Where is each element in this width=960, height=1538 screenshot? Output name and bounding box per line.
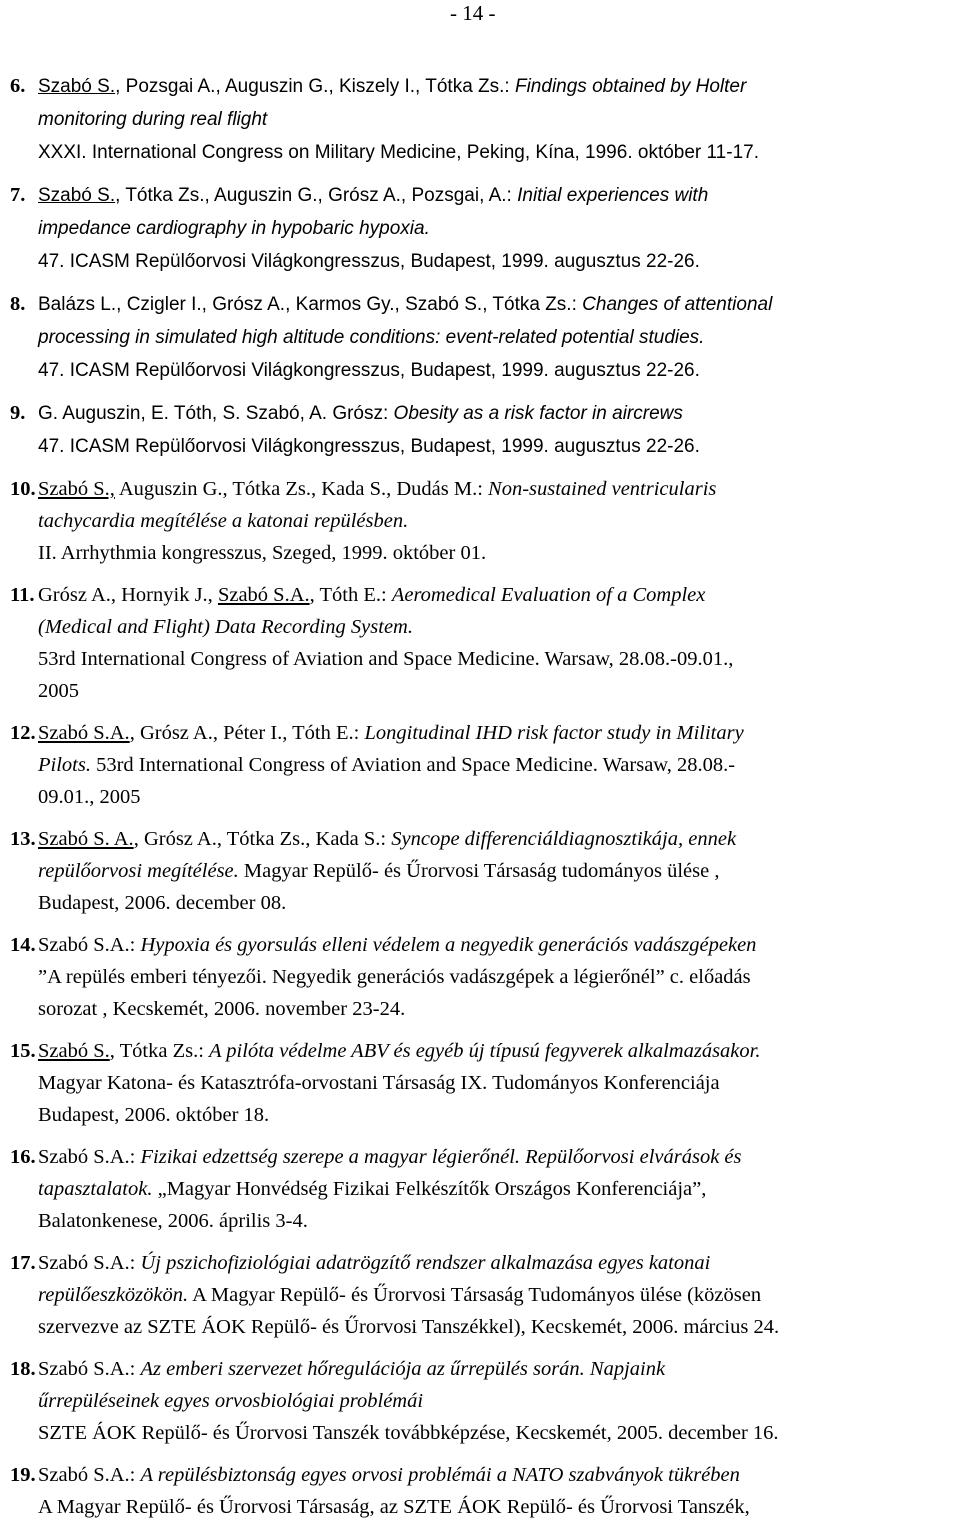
text-segment: , Tótka Zs.: bbox=[109, 1040, 210, 1062]
text-segment: Szabó S.A.: bbox=[38, 1252, 141, 1274]
entry-line bbox=[38, 354, 955, 387]
entry-line bbox=[38, 929, 955, 961]
text-segment: ”A repülés emberi tényezői. Negyedik generációs vadászgépek a légierőnél” c. előadás bbox=[38, 966, 751, 988]
entry-number: 14. bbox=[10, 934, 36, 956]
text-segment: Szabó S., bbox=[38, 478, 115, 500]
entry-line bbox=[38, 103, 955, 136]
entry-line bbox=[38, 1353, 955, 1385]
entry-line bbox=[38, 1067, 955, 1099]
text-segment: Szabó S.A.: bbox=[38, 934, 141, 956]
text-segment: Pilots. bbox=[38, 754, 91, 776]
entry-line bbox=[38, 1491, 955, 1523]
text-segment: 53rd International Congress of Aviation and Space Medicine. Warsaw, 28.08.- bbox=[90, 754, 736, 776]
text-segment: Fizikai edzettség szerepe a magyar légierőnél. Repülőorvosi elvárások és bbox=[140, 1146, 742, 1168]
publication-entry bbox=[10, 1353, 955, 1449]
text-segment: szervezve az SZTE ÁOK Repülő- és Űrorvosi Tanszékkel), Kecskemét, 2006. március 24. bbox=[38, 1316, 780, 1338]
text-segment: tachycardia megítélése a katonai repülésben. bbox=[38, 510, 409, 532]
entry-number: 17. bbox=[10, 1252, 36, 1274]
text-segment: űrrepüléseinek egyes orvosbiológiai problémái bbox=[38, 1390, 424, 1412]
entry-line bbox=[38, 430, 955, 463]
text-segment: 2005 bbox=[38, 680, 79, 702]
text-segment: repülőorvosi megítélése. bbox=[38, 860, 239, 882]
text-segment: Obesity as a risk factor in aircrews bbox=[393, 403, 683, 424]
entry-line bbox=[38, 643, 955, 675]
text-segment: Hypoxia és gyorsulás elleni védelem a negyedik generációs vadászgépeken bbox=[140, 934, 757, 956]
entry-line bbox=[38, 855, 955, 887]
entry-line bbox=[38, 397, 955, 430]
entry-number: 12. bbox=[10, 722, 36, 744]
text-segment: 47. ICASM Repülőorvosi Világkongresszus, Budapest, 1999. augusztus 22-26. bbox=[38, 436, 700, 457]
publication-entry bbox=[10, 579, 955, 707]
text-segment: A repülésbiztonság egyes orvosi problémái a NATO szabványok tükrében bbox=[140, 1464, 740, 1486]
text-segment: Aeromedical Evaluation of a Complex bbox=[391, 584, 706, 606]
text-segment: „Magyar Honvédség Fizikai Felkészítők Országos Konferenciája”, bbox=[152, 1178, 707, 1200]
text-segment: impedance cardiography in hypobaric hypoxia. bbox=[38, 218, 430, 239]
text-segment: Szabó S. bbox=[38, 1040, 110, 1062]
publication-entry bbox=[10, 288, 955, 387]
text-segment: 47. ICASM Repülőorvosi Világkongresszus, Budapest, 1999. augusztus 22-26. bbox=[38, 251, 700, 272]
text-segment: Auguszin G., Tótka Zs., Kada S., Dudás M.: bbox=[114, 478, 489, 500]
text-segment: Szabó S.A. bbox=[217, 584, 310, 606]
text-segment: (Medical and Flight) Data Recording System. bbox=[38, 616, 413, 638]
text-segment: processing in simulated high altitude conditions: event-related potential studies. bbox=[38, 327, 705, 348]
entry-line bbox=[38, 505, 955, 537]
entry-number: 16. bbox=[10, 1146, 36, 1168]
publication-entry bbox=[10, 1247, 955, 1343]
entry-number: 8. bbox=[10, 293, 26, 315]
text-segment: Non-sustained ventricularis bbox=[488, 478, 717, 500]
entry-line bbox=[38, 675, 955, 707]
publication-list bbox=[10, 70, 955, 1533]
text-segment: , Pozsgai A., Auguszin G., Kiszely I., Tótka Zs.: bbox=[115, 76, 515, 97]
text-segment: A pilóta védelme ABV és egyéb új típusú fegyverek alkalmazásakor. bbox=[209, 1040, 761, 1062]
text-segment: Magyar Repülő- és Űrorvosi Társaság tudományos ülése , bbox=[238, 860, 720, 882]
entry-line bbox=[38, 717, 955, 749]
text-segment: Balázs L., Czigler I., Grósz A., Karmos Gy., Szabó S., Tótka Zs.: bbox=[38, 294, 583, 315]
text-segment: , Tóth E.: bbox=[309, 584, 392, 606]
entry-line bbox=[38, 1099, 955, 1131]
entry-line bbox=[38, 70, 955, 103]
text-segment: monitoring during real flight bbox=[38, 109, 268, 130]
entry-line bbox=[38, 1173, 955, 1205]
entry-line bbox=[38, 961, 955, 993]
publication-entry bbox=[10, 397, 955, 463]
entry-line bbox=[38, 823, 955, 855]
entry-line bbox=[38, 212, 955, 245]
entry-line bbox=[38, 1141, 955, 1173]
entry-line bbox=[38, 321, 955, 354]
entry-line bbox=[38, 749, 955, 781]
text-segment: Longitudinal IHD risk factor study in Military bbox=[364, 722, 744, 744]
text-segment: 47. ICASM Repülőorvosi Világkongresszus, Budapest, 1999. augusztus 22-26. bbox=[38, 360, 700, 381]
text-segment: II. Arrhythmia kongresszus, Szeged, 1999. október 01. bbox=[38, 542, 487, 564]
publication-entry bbox=[10, 473, 955, 569]
text-segment: , Grósz A., Tótka Zs., Kada S.: bbox=[133, 828, 392, 850]
entry-line bbox=[38, 136, 955, 169]
text-segment: repülőeszközökön. bbox=[38, 1284, 189, 1306]
text-segment: , Tótka Zs., Auguszin G., Grósz A., Pozsgai, A.: bbox=[115, 185, 518, 206]
entry-line bbox=[38, 781, 955, 813]
entry-line bbox=[38, 1459, 955, 1491]
text-segment: Új pszichofiziológiai adatrögzítő rendszer alkalmazása egyes katonai bbox=[140, 1252, 711, 1274]
text-segment: A Magyar Repülő- és Űrorvosi Társaság, az SZTE ÁOK Repülő- és Űrorvosi Tanszék, bbox=[38, 1496, 750, 1518]
entry-line bbox=[38, 245, 955, 278]
entry-number: 13. bbox=[10, 828, 36, 850]
entry-number: 9. bbox=[10, 402, 26, 424]
text-segment: , Grósz A., Péter I., Tóth E.: bbox=[129, 722, 365, 744]
entry-line bbox=[38, 1279, 955, 1311]
entry-line bbox=[38, 887, 955, 919]
text-segment: tapasztalatok. bbox=[38, 1178, 153, 1200]
text-segment: Balatonkenese, 2006. április 3-4. bbox=[38, 1210, 308, 1232]
text-segment: Changes of attentional bbox=[582, 294, 773, 315]
publication-entry bbox=[10, 1459, 955, 1523]
entry-number: 18. bbox=[10, 1358, 36, 1380]
text-segment: G. Auguszin, E. Tóth, S. Szabó, A. Grósz: bbox=[38, 403, 394, 424]
text-segment: Szabó S.A.: bbox=[38, 1146, 141, 1168]
entry-number: 10. bbox=[10, 478, 36, 500]
text-segment: Szabó S. bbox=[38, 76, 116, 97]
text-segment: sorozat , Kecskemét, 2006. november 23-24. bbox=[38, 998, 406, 1020]
publication-entry bbox=[10, 1141, 955, 1237]
entry-line bbox=[38, 1385, 955, 1417]
entry-line bbox=[38, 1247, 955, 1279]
entry-line bbox=[38, 1035, 955, 1067]
entry-line bbox=[38, 993, 955, 1025]
publication-entry bbox=[10, 1035, 955, 1131]
text-segment: Szabó S.A. bbox=[38, 722, 130, 744]
publication-entry bbox=[10, 929, 955, 1025]
text-segment: 53rd International Congress of Aviation and Space Medicine. Warsaw, 28.08.-09.01., bbox=[38, 648, 734, 670]
text-segment: Az emberi szervezet hőregulációja az űrrepülés során. Napjaink bbox=[140, 1358, 666, 1380]
text-segment: Szabó S. bbox=[38, 185, 116, 206]
entry-number: 15. bbox=[10, 1040, 36, 1062]
entry-number: 7. bbox=[10, 184, 26, 206]
text-segment: Szabó S. A. bbox=[38, 828, 134, 850]
entry-line bbox=[38, 611, 955, 643]
text-segment: SZTE ÁOK Repülő- és Űrorvosi Tanszék továbbképzése, Kecskemét, 2005. december 16. bbox=[38, 1422, 779, 1444]
entry-line bbox=[38, 579, 955, 611]
entry-line bbox=[38, 288, 955, 321]
entry-line bbox=[38, 1311, 955, 1343]
text-segment: Magyar Katona- és Katasztrófa-orvostani Társaság IX. Tudományos Konferenciája bbox=[38, 1072, 720, 1094]
text-segment: XXXI. International Congress on Military Medicine, Peking, Kína, 1996. október 11-17. bbox=[38, 142, 759, 163]
text-segment: Szabó S.A.: bbox=[38, 1358, 141, 1380]
publication-entry bbox=[10, 823, 955, 919]
text-segment: Budapest, 2006. december 08. bbox=[38, 892, 287, 914]
publication-entry bbox=[10, 179, 955, 278]
entry-number: 19. bbox=[10, 1464, 36, 1486]
text-segment: Syncope differenciáldiagnosztikája, ennek bbox=[391, 828, 737, 850]
entry-number: 11. bbox=[10, 584, 35, 606]
text-segment: Findings obtained by Holter bbox=[514, 76, 747, 97]
text-segment: Initial experiences with bbox=[517, 185, 709, 206]
page-number: - 14 - bbox=[450, 1, 496, 25]
text-segment: 09.01., 2005 bbox=[38, 786, 141, 808]
text-segment: A Magyar Repülő- és Űrorvosi Társaság Tudományos ülése (közösen bbox=[188, 1284, 762, 1306]
entry-number: 6. bbox=[10, 75, 26, 97]
entry-line bbox=[38, 537, 955, 569]
text-segment: Grósz A., Hornyik J., bbox=[38, 584, 218, 606]
text-segment: Szabó S.A.: bbox=[38, 1464, 141, 1486]
text-segment: Budapest, 2006. október 18. bbox=[38, 1104, 270, 1126]
entry-line bbox=[38, 179, 955, 212]
entry-line bbox=[38, 473, 955, 505]
entry-line bbox=[38, 1417, 955, 1449]
entry-line bbox=[38, 1205, 955, 1237]
publication-entry bbox=[10, 717, 955, 813]
publication-entry bbox=[10, 70, 955, 169]
